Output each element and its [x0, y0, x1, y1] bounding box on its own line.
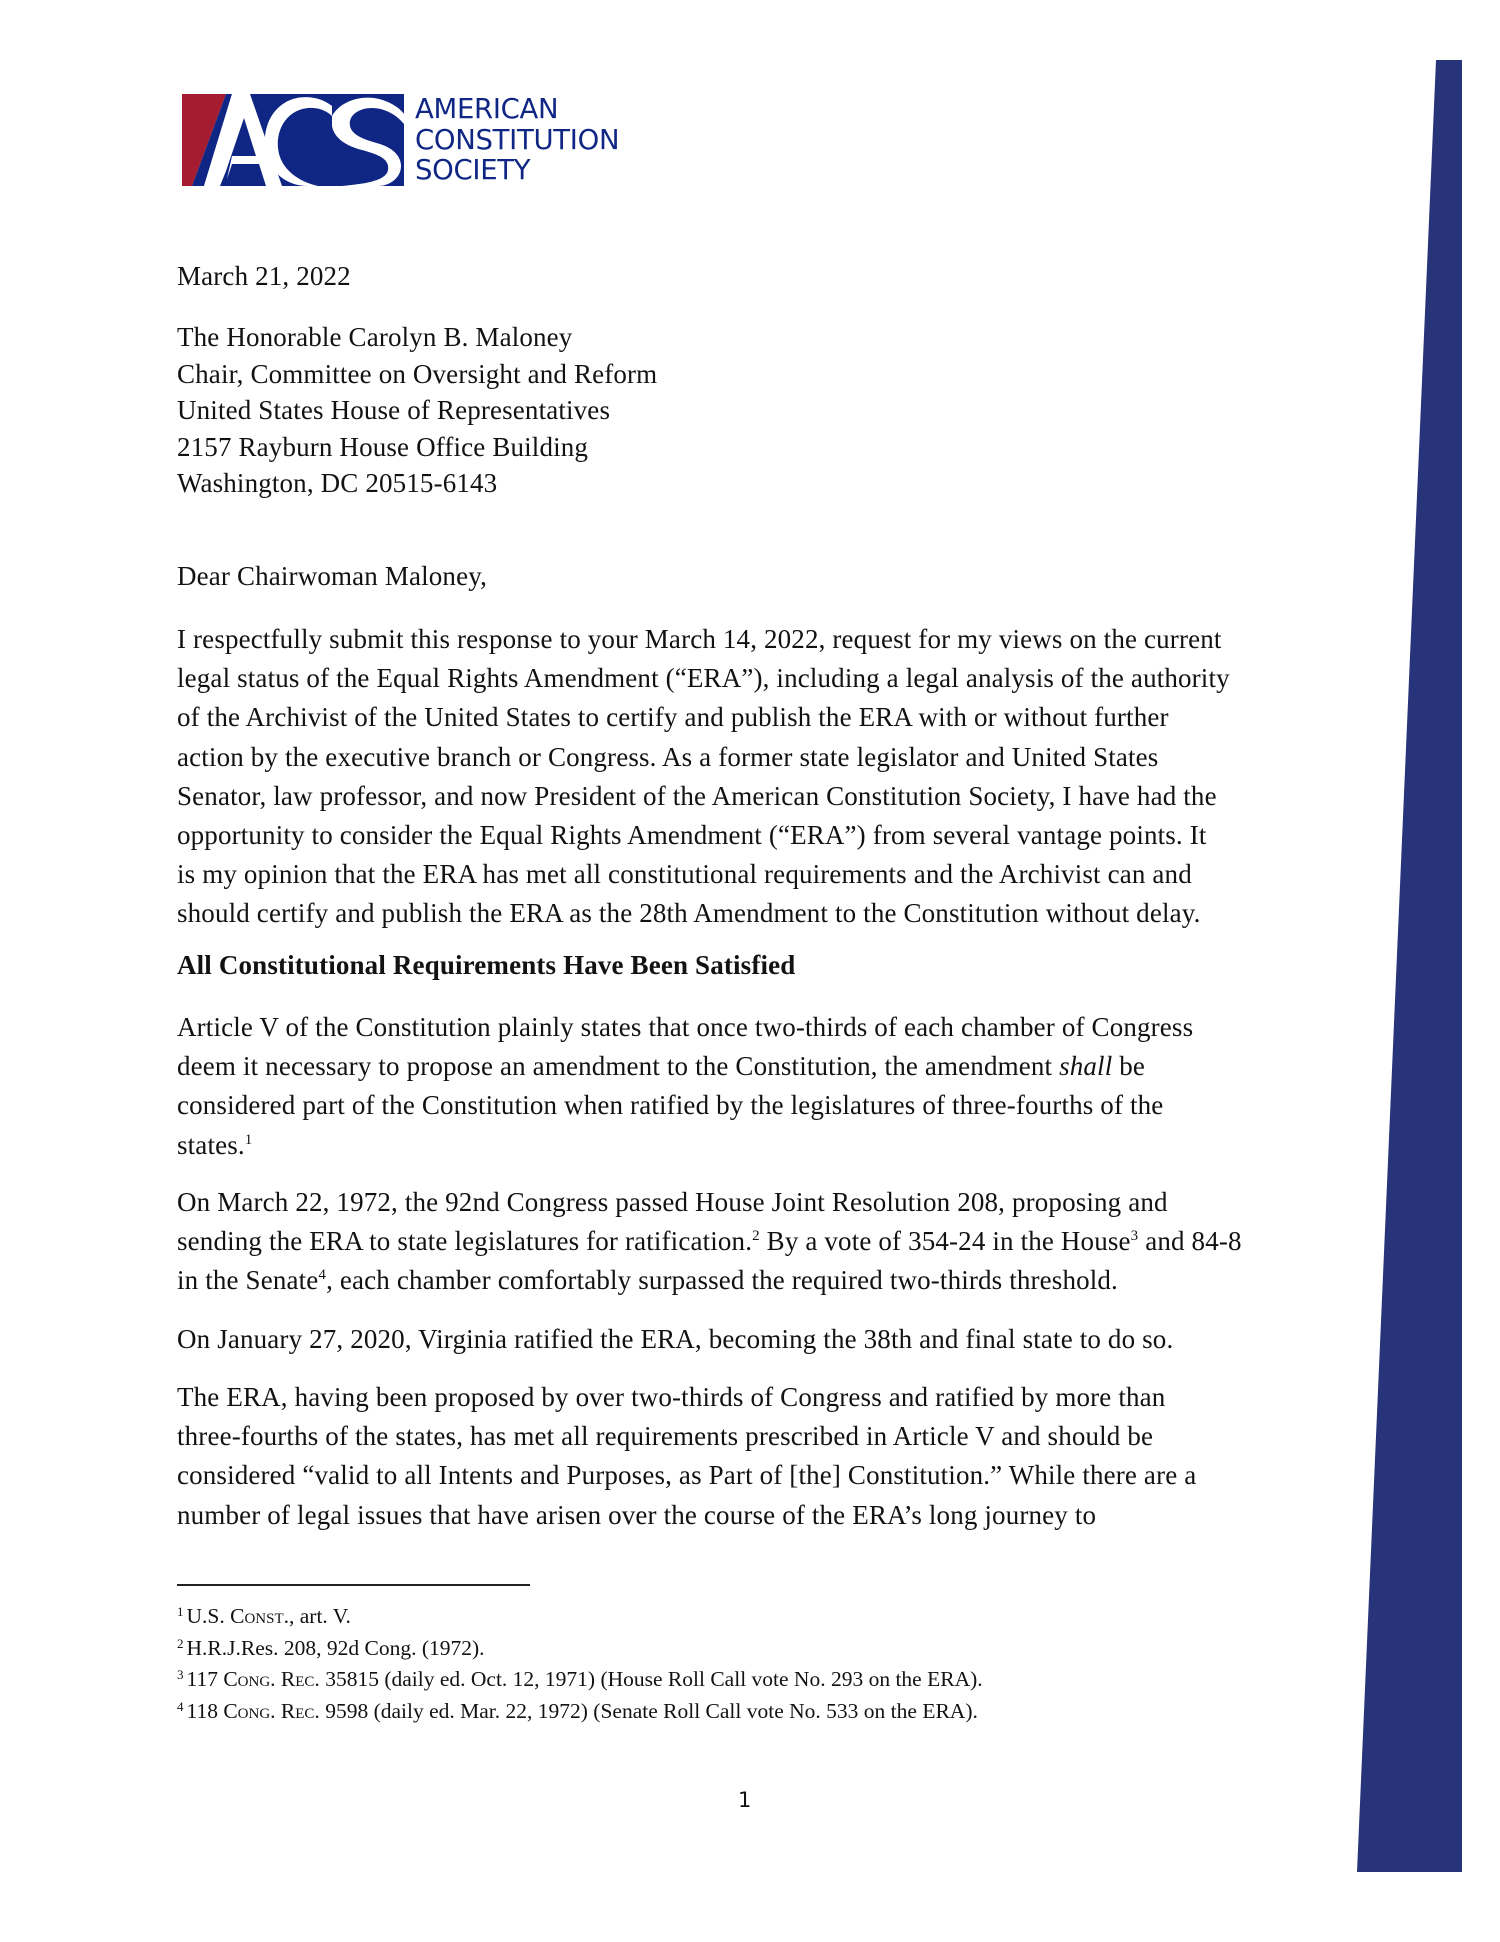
text-line: considered part of the Constitution when ratified by the legislatures of three-fourths of the	[177, 1090, 1164, 1121]
text-span: H.R.J.Res. 208, 92d Cong. (1972).	[186, 1635, 485, 1660]
letter-date: March 21, 2022	[177, 261, 351, 291]
footnote-4	[177, 1696, 983, 1728]
text-span: U.S.	[186, 1604, 231, 1628]
footnote-number: 4	[177, 1699, 184, 1715]
address-line: Chair, Committee on Oversight and Reform	[177, 358, 658, 389]
paragraph-intro	[177, 620, 1230, 934]
footnote-number: 2	[177, 1635, 184, 1651]
footnote-number: 1	[177, 1604, 184, 1619]
text-span: 35815 (daily ed. Oct. 12, 1971) (House Roll Call vote No. 293 on the ERA).	[319, 1667, 983, 1692]
text-line: number of legal issues that have arisen over the course of the ERA’s long journey to	[177, 1499, 1097, 1530]
text-span: , each chamber comfortably surpassed the required two-thirds threshold.	[326, 1265, 1118, 1296]
emphasis-shall: shall	[1059, 1051, 1113, 1082]
paragraph-virginia: On January 27, 2020, Virginia ratified the ERA, becoming the 38th and final state to do so.	[177, 1324, 1174, 1354]
address-line: United States House of Representatives	[177, 395, 611, 426]
text-span: in the Senate	[177, 1265, 319, 1296]
text-span: be	[1112, 1051, 1146, 1082]
section-heading: All Constitutional Requirements Have Been Satisfied	[177, 950, 796, 980]
text-line: is my opinion that the ERA has met all constitutional requirements and the Archivist can and	[177, 859, 1192, 890]
text-span: 9598 (daily ed. Mar. 22, 1972) (Senate Roll Call vote No. 533 on the ERA).	[319, 1699, 978, 1724]
text-line	[177, 1261, 1242, 1300]
paragraph-congress-vote	[177, 1183, 1242, 1301]
text-span: 117	[186, 1667, 224, 1692]
small-caps-span: Cong. Rec.	[223, 1667, 320, 1692]
footnote-2	[177, 1633, 983, 1665]
footnote-ref-1[interactable]: 1	[244, 1131, 253, 1148]
text-line	[177, 1047, 1193, 1086]
org-name-line-3: SOCIETY	[415, 154, 531, 186]
text-line: three-fourths of the states, has met all requirements prescribed in Article V and should be	[177, 1421, 1154, 1452]
text-line: considered “valid to all Intents and Purposes, as Part of [the] Constitution.” While there are a	[177, 1460, 1197, 1491]
small-caps-span: Cong. Rec.	[223, 1699, 320, 1724]
text-line: On March 22, 1972, the 92nd Congress passed House Joint Resolution 208, proposing and	[177, 1187, 1168, 1217]
small-caps-span: Const.	[230, 1604, 289, 1628]
footnote-ref-2[interactable]: 2	[752, 1228, 760, 1245]
text-line: should certify and publish the ERA as the 28th Amendment to the Constitution without delay.	[177, 898, 1201, 929]
text-line: Article V of the Constitution plainly states that once two-thirds of each chamber of Congress	[177, 1012, 1194, 1042]
paragraph-conclusion	[177, 1378, 1196, 1535]
address-line: Washington, DC 20515-6143	[177, 468, 498, 499]
page-number: 1	[738, 1788, 752, 1812]
text-line: I respectfully submit this response to your March 14, 2022, request for my views on the current	[177, 624, 1222, 654]
text-line	[177, 1126, 1193, 1165]
text-span: states.	[177, 1129, 245, 1160]
footnote-ref-4[interactable]: 4	[318, 1267, 327, 1284]
text-line	[177, 1222, 1242, 1261]
acs-logo-mark-icon	[182, 94, 404, 186]
footnote-3	[177, 1664, 983, 1696]
text-line: opportunity to consider the Equal Rights Amendment (“ERA”) from several vantage points. It	[177, 820, 1207, 851]
org-name-line-1: AMERICAN	[415, 93, 559, 125]
organization-name	[415, 94, 619, 186]
recipient-address	[177, 319, 657, 502]
text-span: By a vote of 354-24 in the House	[759, 1226, 1131, 1257]
text-span: , art. V.	[289, 1604, 351, 1628]
address-line: 2157 Rayburn House Office Building	[177, 431, 589, 462]
salutation: Dear Chairwoman Maloney,	[177, 561, 487, 591]
text-line: Senator, law professor, and now President of the American Constitution Society, I have had the	[177, 780, 1217, 811]
footnote-separator	[177, 1584, 530, 1586]
acs-logo	[182, 94, 652, 186]
text-line: The ERA, having been proposed by over two-thirds of Congress and ratified by more than	[177, 1382, 1166, 1412]
paragraph-article-v	[177, 1008, 1193, 1165]
text-span: deem it necessary to propose an amendment to the Constitution, the amendment	[177, 1051, 1060, 1082]
text-line: action by the executive branch or Congress. As a former state legislator and United States	[177, 741, 1159, 772]
address-line: The Honorable Carolyn B. Maloney	[177, 322, 573, 352]
text-span: 118	[186, 1699, 224, 1724]
footnote-number: 3	[177, 1667, 184, 1683]
footnotes	[177, 1601, 983, 1728]
text-span: sending the ERA to state legislatures for ratification.	[177, 1226, 753, 1257]
text-span: and 84-8	[1138, 1226, 1242, 1257]
org-name-line-2: CONSTITUTION	[415, 123, 620, 156]
text-line: of the Archivist of the United States to certify and publish the ERA with or without further	[177, 702, 1169, 733]
footnote-ref-3[interactable]: 3	[1130, 1228, 1139, 1245]
text-line: legal status of the Equal Rights Amendment (“ERA”), including a legal analysis of the authority	[177, 663, 1230, 694]
footnote-1	[177, 1601, 983, 1633]
